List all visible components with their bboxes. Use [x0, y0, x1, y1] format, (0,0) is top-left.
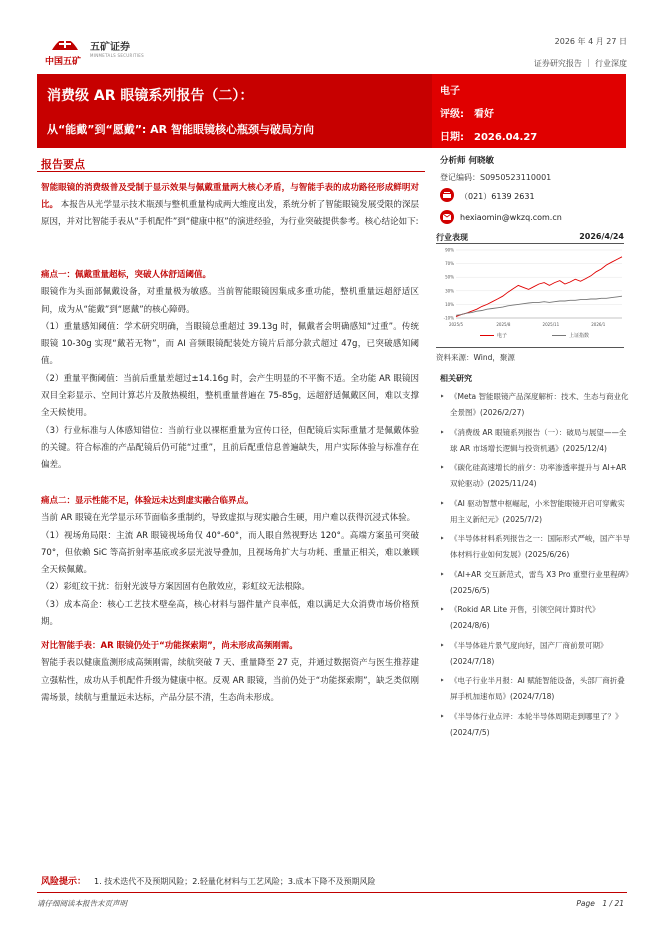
- rating-panel: [432, 74, 626, 148]
- risk-warning: [41, 874, 375, 887]
- legend-swatch-index: [552, 335, 566, 336]
- related-item[interactable]: ‣ 《碳化硅高速增长的前夕：功率渗透率提升与 AI+AR 双轮驱动》(2025/11/24): [440, 460, 632, 492]
- report-subtitle: 从“能戴”到“愿戴”: AR 智能眼镜核心瓶颈与破局方向: [47, 123, 314, 136]
- chart-date: 2026/4/24: [579, 232, 624, 241]
- y-tick-label: -10%: [443, 315, 454, 321]
- y-tick-label: 50%: [445, 274, 454, 280]
- title-band: [37, 74, 432, 148]
- y-tick-label: 90%: [445, 247, 454, 253]
- y-tick-label: 10%: [445, 301, 454, 307]
- point-one-title: 痛点一：佩戴重量超标，突破人体舒适阈值。: [41, 270, 212, 280]
- legend-item-electronics: [480, 332, 507, 339]
- point-two-c: （3）成本高企：核心工艺技术壁垒高，核心材料与器件量产良率低，难以满足大众消费市场价格预期。: [41, 599, 419, 628]
- point-three-body: 智能手表以健康监测形成高频刚需，续航突破 7 天、重量降至 27 克，并通过数据资产与医生推荐建立强粘性，成功从手机配件升级为健康中枢。反观 AR 眼镜，当前仍处于“功能探索期”，缺乏类似刚需场景，续航与重量远未达标，产品分层不清，生态尚未形成。: [41, 658, 419, 703]
- related-item[interactable]: ‣ 《Rokid AR Lite 开售，引领空间计算时代》(2024/8/6): [440, 602, 632, 634]
- related-item[interactable]: ‣ 《AI 驱动智慧中枢崛起，小米智能眼镜开启可穿戴实用主义新纪元》(2025/7/2): [440, 496, 632, 528]
- x-tick-label: 2026/1: [591, 322, 606, 327]
- date-row: [440, 128, 547, 143]
- lead-text: 本报告从光学显示技术瓶颈与整机重量构成两大维度出发，系统分析了智能眼镜发展受限的深层原因，并对比智能手表从“手机配件”到“健康中枢”的演进经验，为行业突破提供参考。核心结论如下:: [41, 200, 419, 227]
- footer-divider: [37, 892, 627, 893]
- email-row: [440, 210, 630, 227]
- analyst-registration: 登记编码：S0950523110001: [440, 173, 552, 182]
- industry-label: 电子: [440, 86, 460, 97]
- point-three-title: 对比智能手表：AR 眼镜仍处于“功能探索期”，尚未形成高频刚需。: [41, 641, 298, 651]
- section-divider: [37, 171, 425, 172]
- point-three: [41, 638, 419, 707]
- date-label: 日期:: [440, 132, 464, 143]
- related-item[interactable]: ‣ 《消费级 AR 眼镜系列报告（一）：破局与展望——全球 AR 市场增长逻辑与投资机遇》(2025/12/4): [440, 425, 632, 457]
- report-category: 证券研究报告 ｜ 行业深度: [533, 59, 627, 68]
- phone-icon: [440, 188, 454, 202]
- date-value: 2026.04.27: [474, 132, 538, 143]
- series-line-0: [456, 257, 622, 317]
- legend-label-index: 上证指数: [569, 333, 590, 339]
- phone-number: （021）6139 2631: [460, 192, 535, 201]
- series-line-1: [456, 296, 622, 315]
- lead-paragraph: [41, 180, 419, 231]
- rating-label: 评级:: [440, 109, 464, 120]
- related-list: [440, 389, 632, 744]
- company-logo: [40, 30, 240, 70]
- sub-brand-english: MINMETALS SECURITIES: [90, 53, 144, 58]
- point-one-b: （2）重量平衡阈值：当前后重量差超过±14.16g 时，会产生明显的不平衡不适。全功能 AR 眼镜因双目全彩显示、空间计算芯片及散热模组，整机重量普遍在 75-85g，远超舒适佩戴区间，难以支撑全天候使用。: [41, 373, 419, 419]
- related-item[interactable]: ‣ 《AI+AR 交互新范式，雷鸟 X3 Pro 重塑行业里程碑》(2025/6/5): [440, 567, 632, 599]
- point-two-body: 当前 AR 眼镜在光学显示环节面临多重制约，导致虚拟与现实融合生硬，用户难以获得沉浸式体验。: [41, 513, 416, 524]
- x-tick-label: 2025/11: [542, 322, 560, 327]
- page-number: Page 1 / 21: [576, 899, 624, 908]
- industry-performance-chart: [436, 246, 626, 330]
- x-tick-label: 2025/8: [496, 322, 511, 327]
- point-one-body: 眼镜作为头面部佩戴设备，对重量极为敏感。当前智能眼镜因集成多重功能，整机重量远超舒适区间，成为从“能戴”到“愿戴”的核心障碍。: [41, 287, 419, 315]
- point-two-b: （2）彩虹纹干扰：衍射光波导方案因固有色散效应，彩虹纹无法根除。: [41, 582, 310, 593]
- analyst-name: 分析师 何晓敏: [440, 156, 494, 166]
- point-one: [41, 267, 419, 475]
- report-title: 消费级 AR 眼镜系列报告（二）：: [47, 88, 254, 104]
- sub-brand: [90, 38, 144, 58]
- related-item[interactable]: ‣ 《电子行业半月报：AI 赋能智能设备，头部厂商折叠屏手机加速布局》(2024/7/18): [440, 673, 632, 705]
- email-icon: [440, 210, 454, 224]
- chart-legend: [480, 332, 630, 342]
- related-item[interactable]: ‣ 《Meta 智能眼镜产品深度解析：技术、生态与商业化全景图》(2026/2/27): [440, 389, 632, 421]
- point-two-a: （1）视场角局限：主流 AR 眼镜视场角仅 40°-60°，而人眼自然视野达 120°。高端方案虽可突破 70°，但依赖 SiC 等高折射率基底或多层光波导叠加，且视场角扩大与功耗、重量正相关，难以兼顾全天候佩戴。: [41, 530, 419, 576]
- risk-label: 风险提示：: [41, 877, 87, 887]
- y-tick-label: 30%: [445, 288, 454, 294]
- point-two: [41, 493, 419, 631]
- phone-row: [440, 188, 630, 205]
- rating-row: [440, 105, 504, 120]
- chart-source: 资料来源：Wind，聚源: [436, 353, 515, 362]
- related-item[interactable]: ‣ 《半导体材料系列报告之一：国际形式严峻，国产半导体材料行业如何发展》(2025/6/26): [440, 531, 632, 563]
- section-heading: 报告要点: [41, 158, 85, 171]
- legend-label-electronics: 电子: [497, 333, 508, 339]
- risk-text: 1. 技术迭代不及预期风险；2.轻量化材料与工艺风险；3.成本下降不及预期风险: [94, 877, 376, 886]
- point-two-title: 痛点二：显示性能不足，体验远未达到虚实融合临界点。: [41, 496, 254, 506]
- related-heading: 相关研究: [440, 374, 472, 383]
- brand-name: 中国五矿: [45, 57, 82, 67]
- analyst-info: [440, 154, 630, 227]
- x-tick-label: 2025/5: [448, 322, 464, 327]
- footer-disclaimer: 请仔细阅读本报告末页声明: [37, 899, 127, 908]
- point-one-c: （3）行业标准与人体感知错位：当前行业以裸框重量为宣传口径，但配镜后实际重量才是佩戴体验的关键。符合标准的产品配镜后仍可能“过重”，且前后配重信息普遍缺失，用户实际体验与标准存在偏差。: [41, 425, 419, 471]
- chart-svg: [436, 246, 626, 330]
- chart-bottom-rule: [436, 347, 624, 348]
- chart-title: 行业表现: [436, 233, 468, 242]
- y-tick-label: 70%: [445, 261, 454, 267]
- minmetals-emblem-icon: [50, 30, 80, 52]
- related-item[interactable]: ‣ 《半导体行业点评：本轮半导体周期走到哪里了？》(2024/7/5): [440, 709, 632, 741]
- sub-brand-name: 五矿证券: [90, 42, 130, 53]
- email-address[interactable]: hexiaomin@wkzq.com.cn: [460, 213, 562, 222]
- legend-swatch-electronics: [480, 335, 494, 336]
- report-date: 2026 年 4 月 27 日: [554, 37, 627, 46]
- lead-highlight: 智能眼镜的消费级普及受制于显示效果与佩戴重量两大核心矛盾，与智能手表的成功路径形成鲜明对比。: [41, 183, 419, 210]
- related-item[interactable]: ‣ 《半导体硅片景气度向好，国产厂商前景可期》(2024/7/18): [440, 638, 632, 670]
- chart-top-rule: [436, 243, 624, 244]
- legend-item-index: [552, 332, 589, 339]
- point-one-a: （1）重量感知阈值：学术研究明确，当眼镜总重超过 39.13g 时，佩戴者会明确感知“过重”。传统眼镜 10-30g 实现“戴若无物”，而 AI 音频眼镜配装处方镜片后部分款式超过 47g，已突破感知阈值。: [41, 321, 419, 367]
- rating-value: 看好: [474, 109, 494, 120]
